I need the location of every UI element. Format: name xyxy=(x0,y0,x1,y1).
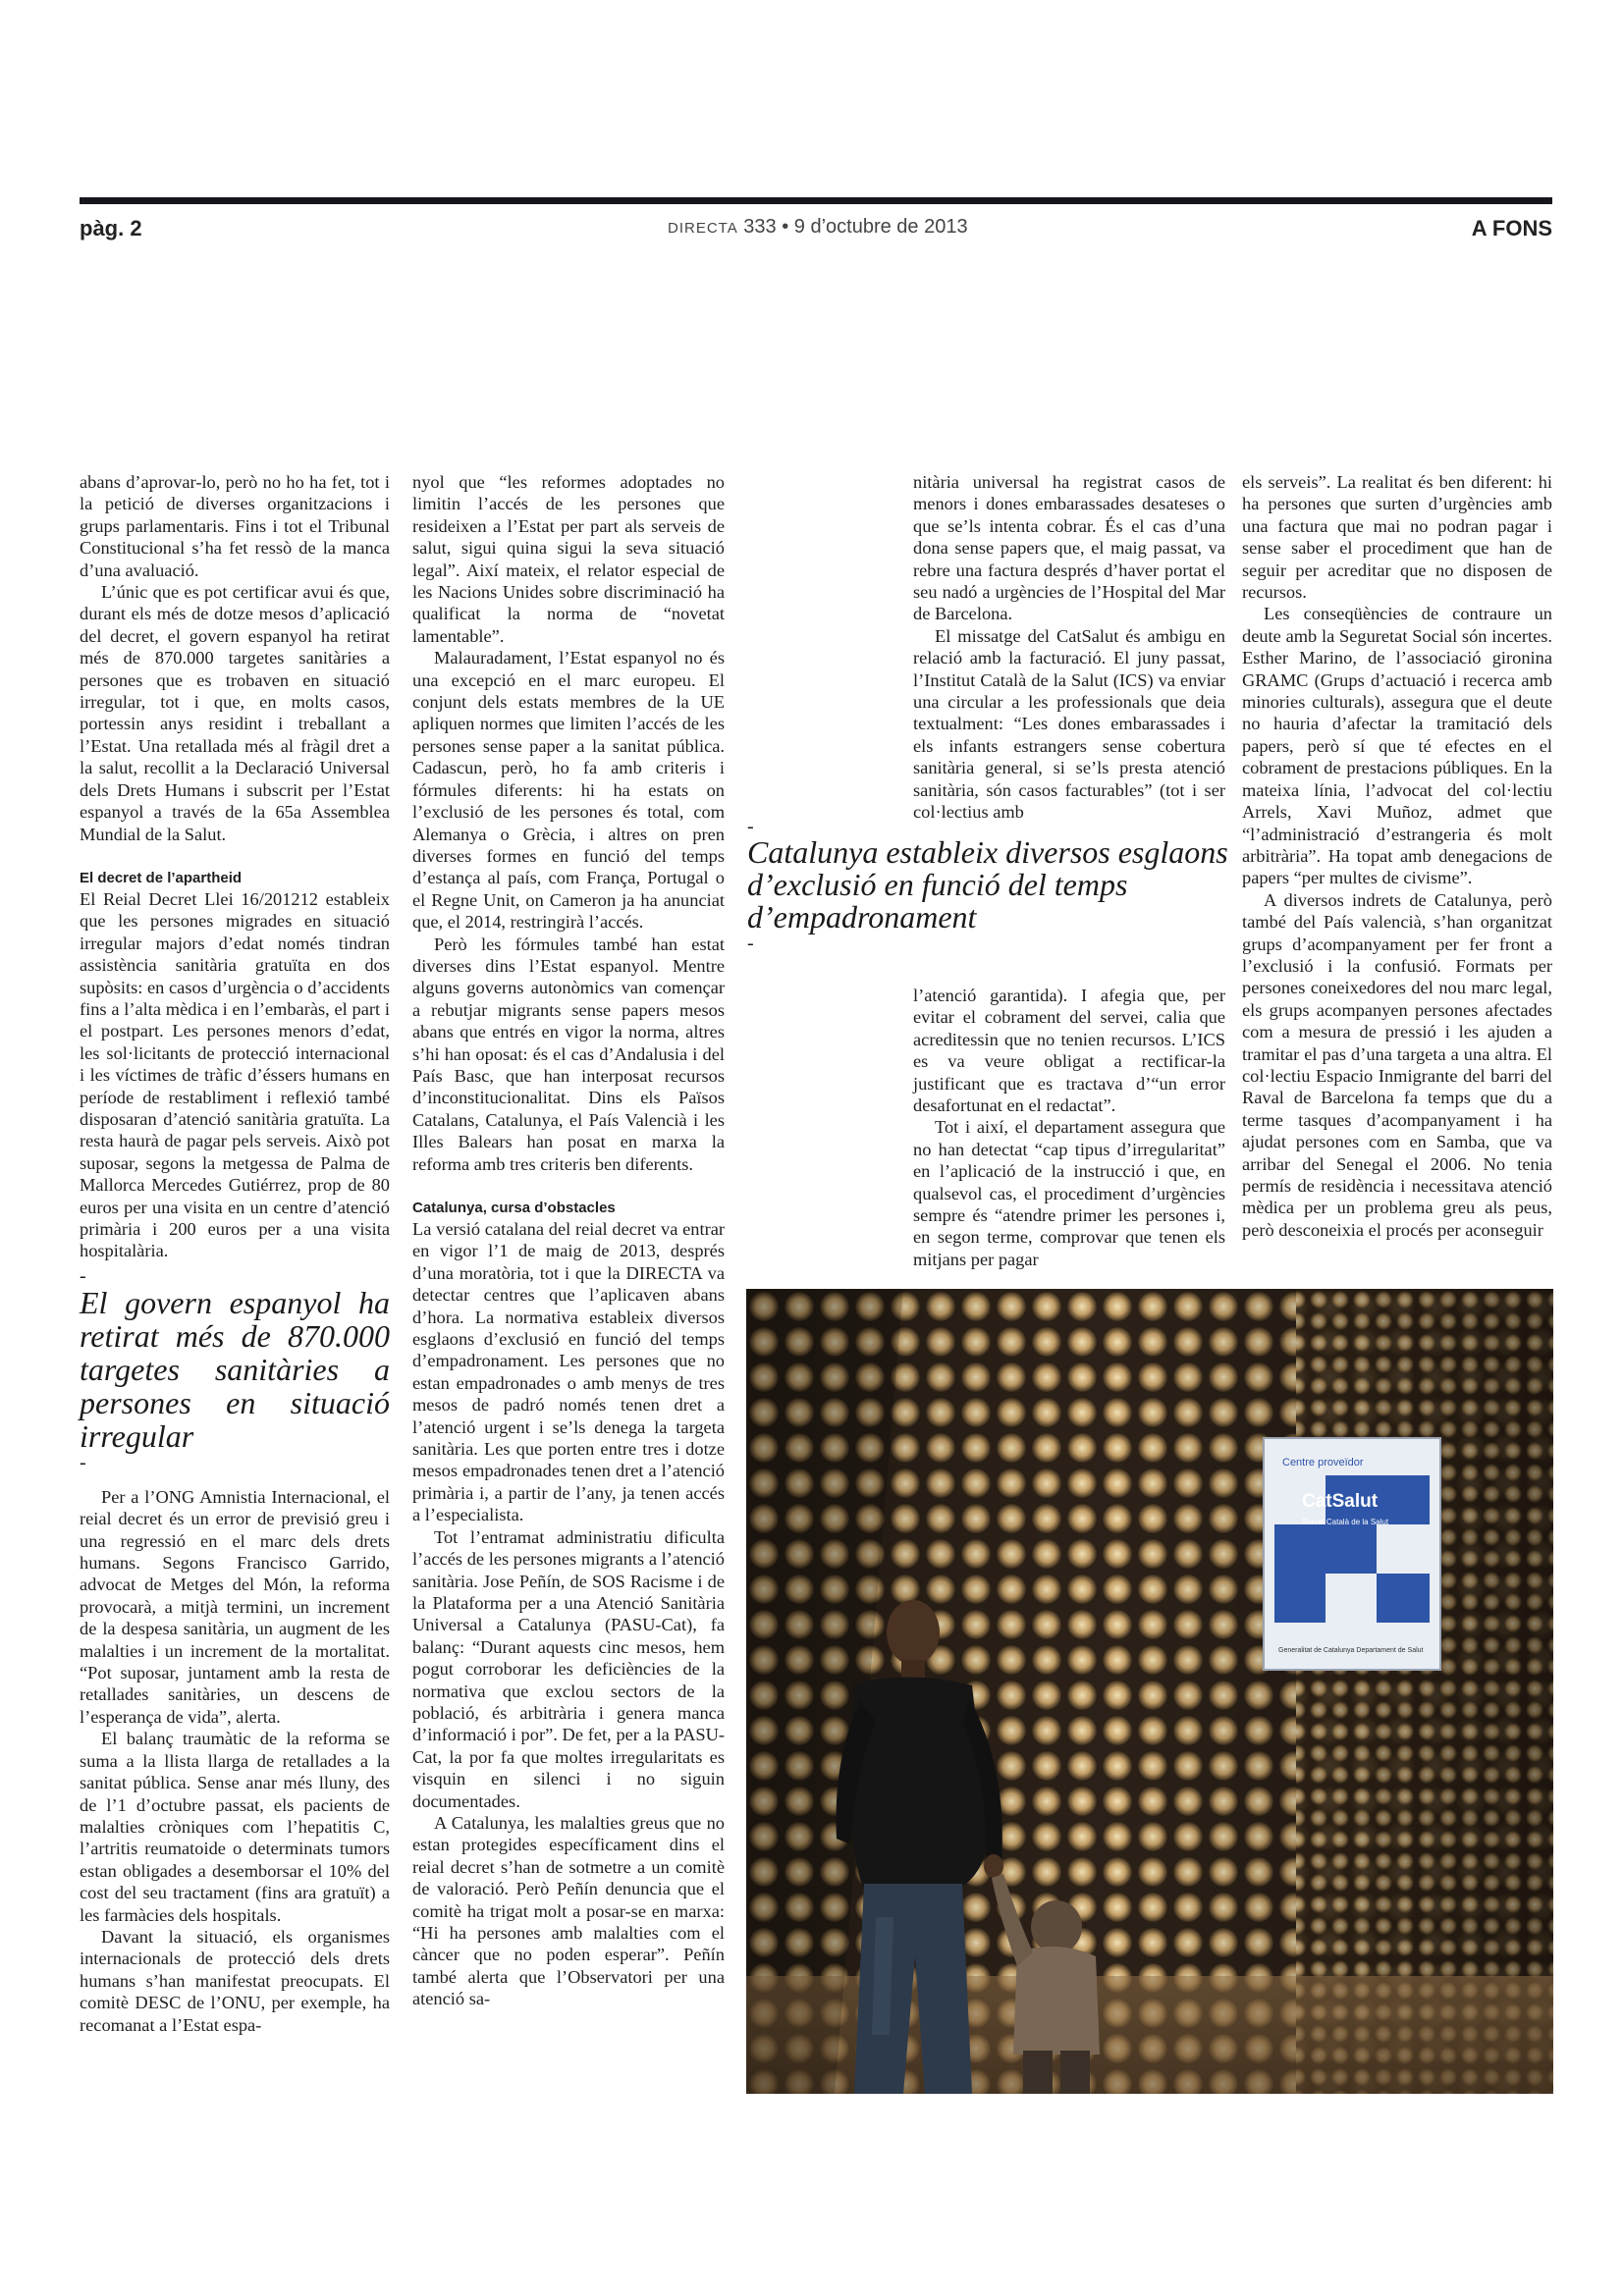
page-number: pàg. 2 xyxy=(80,216,142,240)
sign-subtitle: Servei Català de la Salut xyxy=(1302,1518,1389,1526)
paragraph: els serveis”. La realitat és ben diferent: hi ha persones que surten d’urgències amb una factura que mai no podran pagar i sense saber el procediment que han de seguir per acreditar que no disposen de recursos. xyxy=(1242,472,1552,603)
article-column-3-top xyxy=(913,471,1225,824)
paragraph: abans d’aprovar-lo, però no ho ha fet, tot i la petició de diverses organitzacions i grups parlamentaris. Fins i tot el Tribunal Constitucional s’ha fet ressò de la manca d’una avaluació. xyxy=(80,472,390,580)
paragraph: Davant la situació, els organismes internacionals de protecció dels drets humans s’han manifestat preocupats. El comitè DESC de l’ONU, per exemple, ha recomanat a l’Estat espa- xyxy=(80,1926,390,2035)
paragraph: Malauradament, l’Estat espanyol no és una excepció en el marc europeu. El conjunt dels estats membres de la UE apliquen normes que limiten l’accés de les persones sense paper a la sanitat pública. Cadascun, però, ho fa amb criteris i fórmules diferents: hi ha estats on l’exclusió de les persones és total, com Alemanya o Grècia, i altres on pren diverses formes en funció del temps d’estança al país, com França, Portugal o el Regne Unit, on Cameron ja ha anunciat que, el 2014, restringirà l’accés. xyxy=(412,648,725,933)
pull-quote-mark: - xyxy=(747,933,754,954)
pull-quote-text: Catalunya estableix diversos esglaons d’exclusió en funció del temps d’empadronament xyxy=(747,834,1228,934)
pull-quote xyxy=(80,1266,390,1472)
issue-dateline xyxy=(668,216,968,239)
pull-quote-text: El govern espanyol ha retirat més de 870.000 targetes sanitàries a persones en situació irregular xyxy=(80,1284,390,1454)
sign-caption: Centre proveïdor xyxy=(1282,1457,1364,1468)
subheading: Catalunya, cursa d’obstacles xyxy=(412,1200,616,1216)
paragraph: l’atenció garantida). I afegia que, per evitar el cobrament del servei, calia que acreditessin que no tenien recursos. L’ICS es va veure obligat a rectificar-la justificant que es tractava d’“un error desafortunat en el redactat”. xyxy=(913,986,1225,1116)
paragraph: La versió catalana del reial decret va entrar en vigor l’1 de maig de 2013, després d’una moratòria, tot i que la DIRECTA va detectar centres que l’aplicaven abans d’hora. La normativa estableix diversos esglaons d’exclusió en funció del temps d’empadronament. Les persones que no estan empadronades o amb menys de tres mesos de padró només tenen dret a l’atenció urgent i se’ls denega la targeta sanitària. Les que porten entre tres i dotze mesos empadronades tenen dret a l’atenció primària i, a partir de l’any, ja tenen accés a l’especialista. xyxy=(412,1219,725,1525)
paragraph: Per a l’ONG Amnistia Internacional, el reial decret és un error de previsió greu i una regressió en el marc dels drets humans. Segons Francisco Garrido, advocat de Metges del Món, la reforma provocarà, a mitjà termini, un increment de la despesa sanitària, un augment de les malalties i un increment de la mortalitat. “Pot suposar, juntament amb la resta de retallades sanitàries, un descens de l’esperança de vida”, alerta. xyxy=(80,1486,390,1727)
article-column-1 xyxy=(80,471,390,2036)
pull-quote-mark: - xyxy=(747,816,754,837)
header-rule xyxy=(80,197,1552,204)
pull-quote xyxy=(747,817,1238,953)
paragraph: Tot l’entramat administratiu dificulta l’accés de les persones migrants a l’atenció sanitària. Jose Peñín, de SOS Racisme i de la Plataforma per a una Atenció Sanitària Universal a Catalunya (PASU-Cat), fa balanç: “Durant aquests cinc mesos, hem pogut corroborar les deficiències de la normativa que exclou sectors de la població, és arbitrària i genera manca d’informació i por”. De fet, per a la PASU-Cat, la por fa que moltes irregularitats es visquin en silenci i no siguin documentades. xyxy=(412,1526,725,1811)
subheading: El decret de l’apartheid xyxy=(80,869,243,886)
sign-brand: CatSalut xyxy=(1302,1491,1379,1512)
paragraph: A diversos indrets de Catalunya, però també del País valencià, s’han organitzat grups d’acompanyament per fer front a l’exclusió i la confusió. Formats per persones coneixedores del nou marc legal, els grups acompanyen persones afectades com a mesura de pressió i les ajuden a tramitar el pas d’una targeta a una altra. El col·lectiu Espacio Inmigrante del barri del Raval de Barcelona fa temps que du a terme tasques d’acompanyament i ha ajudat persones com en Samba, que va arribar del Senegal el 2006. No tenia permís de residència i necessitava atenció mèdica per un problema greu als peus, però desconeixia el procés per aconseguir xyxy=(1242,889,1552,1240)
paragraph: L’únic que es pot certificar avui és que, durant els més de dotze mesos d’aplicació del decret, el govern espanyol ha retirat més de 870.000 targetes sanitàries a persones que es trobaven en situació irregular, tot i que, en molts casos, portessin anys residint i treballant a l’Estat. Una retallada més al fràgil dret a la salut, recollit a la Declaració Universal dels Drets Humans i subscrit per l’Estat espanyol a través de la 65a Assemblea Mundial de la Salut. xyxy=(80,582,390,844)
sign-footer: Generalitat de Catalunya Departament de Salut xyxy=(1278,1647,1424,1654)
paragraph: nyol que “les reformes adoptades no limitin l’accés de les persones que resideixen a l’Estat per part als serveis de salut, sigui quina sigui la seva situació legal”. Així mateix, el relator especial de les Nacions Unides sobre discriminació ha qualificat la norma de “novetat lamentable”. xyxy=(412,472,725,646)
paragraph: El Reial Decret Llei 16/201212 estableix que les persones migrades en situació irregular majors d’edat només tindran assistència sanitària gratuïta en dos supòsits: en casos d’urgència o d’accidents fins a l’alta mèdica i en l’embaràs, el part i el postpart. Les persones menors d’edat, les sol·licitants de protecció internacional i les víctimes de tràfic d’éssers humans en període de restabliment i reflexió també disposaran d’atenció sanitària gratuïta. La resta haurà de pagar pels serveis. Això pot suposar, segons la metgessa de Palma de Mallorca Mercedes Gutiérrez, prop de 80 euros per una visita en un centre d’atenció primària i 200 euros per a una visita hospitalària. xyxy=(80,888,390,1261)
publication-name: DIRECTA xyxy=(668,220,738,237)
paragraph: Però les fórmules també han estat diverses dins l’Estat espanyol. Mentre alguns governs autonòmics van començar a rebutjar migrants sense papers mesos abans que entrés en vigor la norma, altres s’hi han oposat: és el cas d’Andalusia i del País Basc, que han interposat recursos d’inconstitucionalitat. Dins els Països Catalans, Catalunya, el País Valencià i les Illes Balears han posat en marxa la reforma amb tres criteris ben diferents. xyxy=(412,934,725,1174)
paragraph: nitària universal ha registrat casos de menors i dones embarassades desateses o que se’ls intenta cobrar. És el cas d’una dona sense papers que, el maig passat, va rebre una factura després d’haver portat el seu nadó a urgències de l’Hospital del Mar de Barcelona. xyxy=(913,472,1225,624)
pull-quote-mark: - xyxy=(80,1451,86,1473)
article-column-2 xyxy=(412,471,725,2010)
paragraph: El balanç traumàtic de la reforma se suma a la llista llarga de retallades a la sanitat pública. Sense anar més lluny, des de l’1 d’octubre passat, els pacients de malalties cròniques com l’hepatitis C, l’artritis reumatoide o determinats tumors estan obligades a desemborsar el 10% del cost del seu tractament (fins ara gratuït) a les farmàcies dels hospitals. xyxy=(80,1729,390,1925)
issue-date: 333 • 9 d’octubre de 2013 xyxy=(743,216,968,238)
paragraph: Les conseqüències de contraure un deute amb la Seguretat Social són incertes. Esther Marino, de l’associació gironina GRAMC (Grups d’actuació i recerca amb minories culturals), assegura que el deute no hauria d’afectar la tramitació dels papers, però sí que té efectes en el cobrament de prestacions públiques. En la mateixa línia, l’advocat del col·lectiu Arrels, Xavi Muñoz, admet que “l’administració d’estrangeria és molt arbitrària”. Ha topat amb denegacions de papers “per multes de civisme”. xyxy=(1242,604,1552,888)
article-column-4 xyxy=(1242,471,1552,1241)
paragraph: Tot i així, el departament assegura que no han detectat “cap tipus d’irregularitat” en l’aplicació de la instrucció i que, en qualsevol cas, el procediment d’urgències sempre és “atendre primer les persones i, en segon terme, comprovar que tenen els mitjans per pagar xyxy=(913,1117,1225,1269)
article-column-3-bottom xyxy=(913,985,1225,1270)
section-label: A FONS xyxy=(1471,216,1552,240)
article-photo xyxy=(746,1289,1553,2094)
pull-quote-mark: - xyxy=(80,1264,86,1287)
photo-illustration xyxy=(746,1289,1553,2094)
paragraph: A Catalunya, les malalties greus que no estan protegides específicament dins el reial decret s’han de sotmetre a un comitè de valoració. Però Peñín denuncia que el comitè ha trigat molt a posar-se en marxa: “Hi ha persones amb malalties com el càncer que no poden esperar”. Peñín també alerta que l’Observatori per una atenció sa- xyxy=(412,1812,725,2009)
paragraph: El missatge del CatSalut és ambigu en relació amb la facturació. El juny passat, l’Institut Català de la Salut (ICS) va enviar una circular a les professionals que deia textualment: “Les dones embarassades i els infants estrangers sense cobertura sanitària general, si se’ls presta atenció sanitària, són casos facturables” (tot i ser col·lectius amb xyxy=(913,625,1225,823)
catsalut-sign xyxy=(1264,1438,1440,1670)
